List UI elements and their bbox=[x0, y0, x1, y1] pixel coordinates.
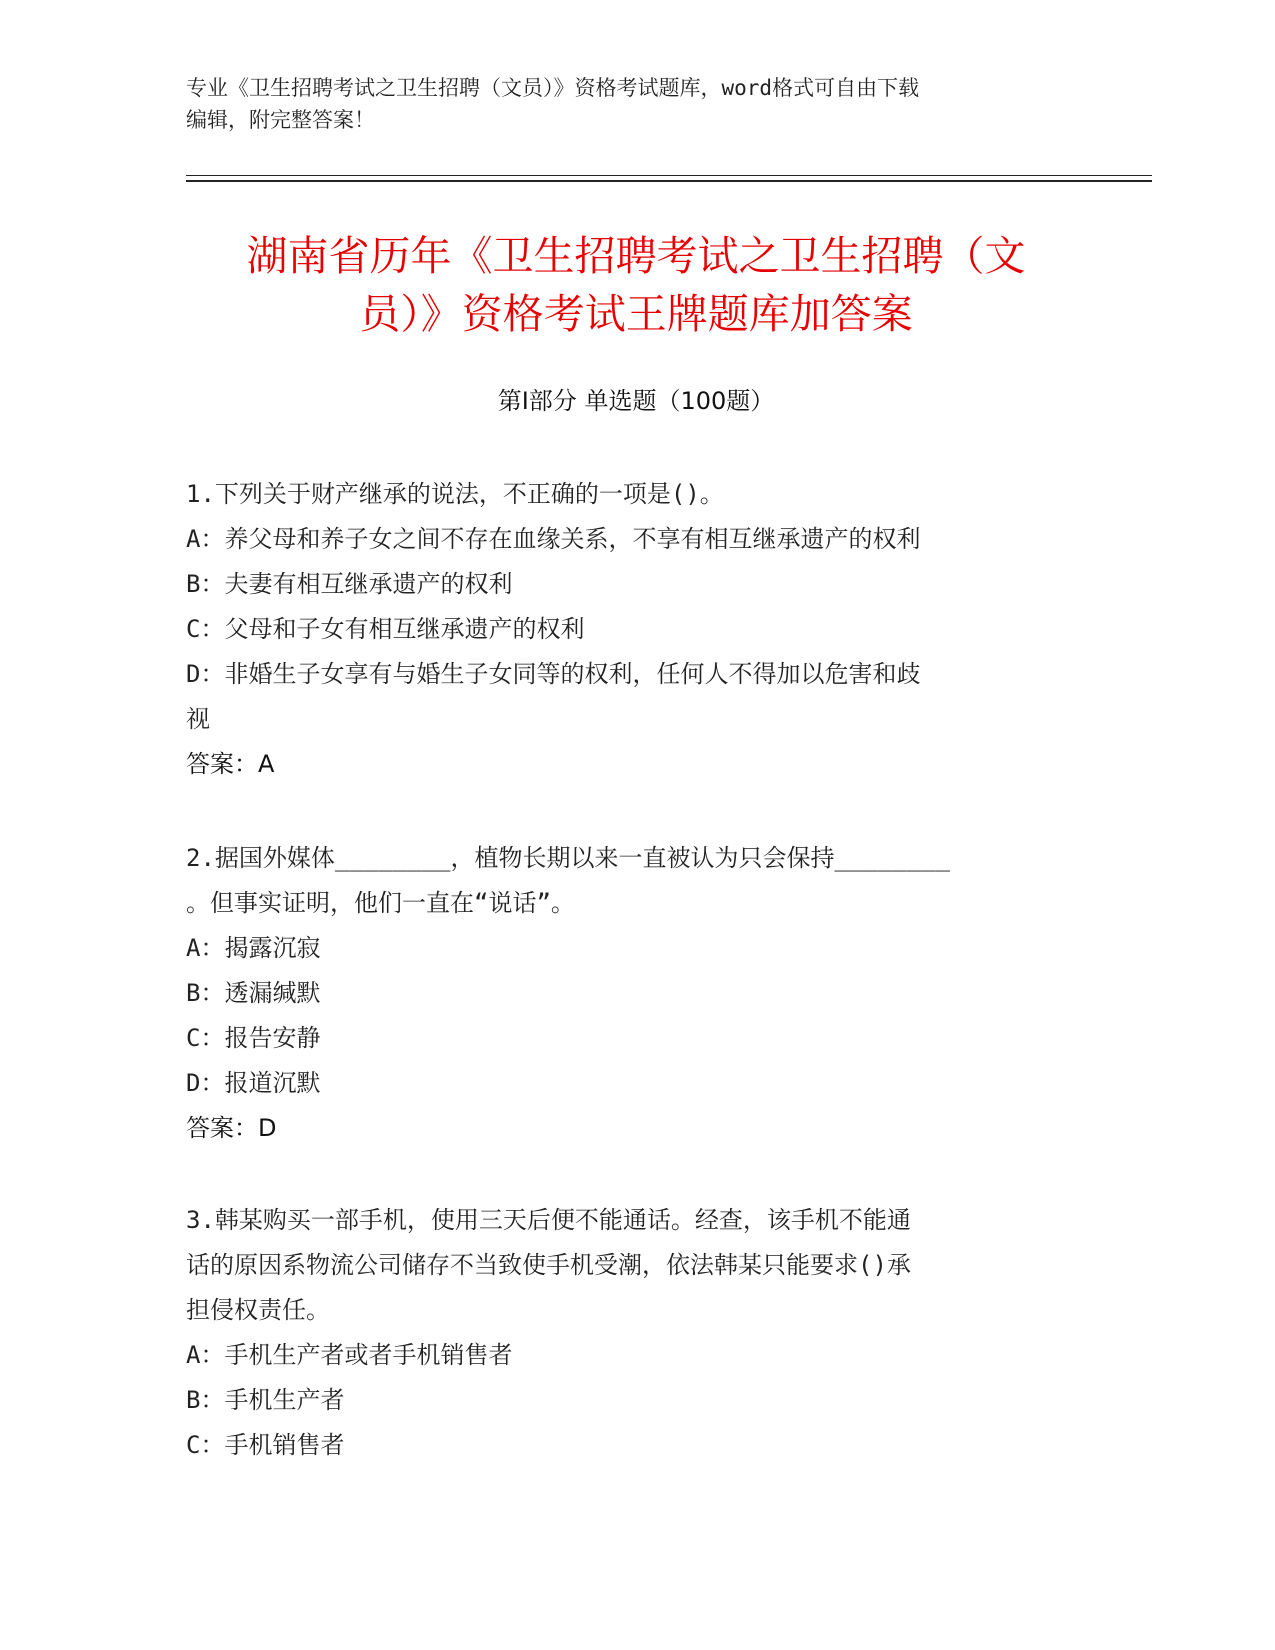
title-line: 员）》资格考试王牌题库加答案 bbox=[359, 290, 913, 338]
question-block bbox=[186, 836, 1066, 1151]
question-block bbox=[186, 1198, 1066, 1468]
page-header bbox=[186, 72, 1066, 136]
question-stem: 2.据国外媒体________，植物长期以来一直被认为只会保持________ bbox=[186, 844, 951, 872]
question-stem: 。但事实证明，他们一直在“说话”。 bbox=[186, 889, 575, 917]
question-block bbox=[186, 472, 1066, 787]
option-c: C：父母和子女有相互继承遗产的权利 bbox=[186, 615, 585, 643]
answer-line: 答案：D bbox=[186, 1114, 277, 1142]
option-a: A：养父母和养子女之间不存在血缘关系，不享有相互继承遗产的权利 bbox=[186, 525, 921, 553]
option-b: B：透漏缄默 bbox=[186, 979, 321, 1007]
option-d: D：非婚生子女享有与婚生子女同等的权利，任何人不得加以危害和歧 bbox=[186, 660, 921, 688]
header-line: 专业《卫生招聘考试之卫生招聘（文员）》资格考试题库，word格式可自由下载 bbox=[186, 76, 920, 100]
option-b: B：夫妻有相互继承遗产的权利 bbox=[186, 570, 513, 598]
option-d: D：报道沉默 bbox=[186, 1069, 321, 1097]
document-title bbox=[186, 227, 1086, 343]
question-stem: 担侵权责任。 bbox=[186, 1296, 330, 1324]
title-line: 湖南省历年《卫生招聘考试之卫生招聘（文 bbox=[246, 232, 1026, 280]
section-title: 第Ⅰ部分 单选题（100题） bbox=[497, 387, 775, 415]
option-c: C：报告安静 bbox=[186, 1024, 321, 1052]
header-divider bbox=[186, 180, 1152, 182]
question-stem: 3.韩某购买一部手机，使用三天后便不能通话。经查，该手机不能通 bbox=[186, 1206, 911, 1234]
question-stem: 1.下列关于财产继承的说法，不正确的一项是()。 bbox=[186, 480, 724, 508]
option-d-continued: 视 bbox=[186, 705, 210, 733]
question-stem: 话的原因系物流公司储存不当致使手机受潮，依法韩某只能要求()承 bbox=[186, 1251, 911, 1279]
option-c: C：手机销售者 bbox=[186, 1431, 345, 1459]
option-a: A：揭露沉寂 bbox=[186, 934, 321, 962]
header-divider bbox=[186, 175, 1152, 176]
answer-line: 答案：A bbox=[186, 750, 275, 778]
option-b: B：手机生产者 bbox=[186, 1386, 345, 1414]
header-line: 编辑，附完整答案！ bbox=[186, 108, 375, 132]
option-a: A：手机生产者或者手机销售者 bbox=[186, 1341, 513, 1369]
